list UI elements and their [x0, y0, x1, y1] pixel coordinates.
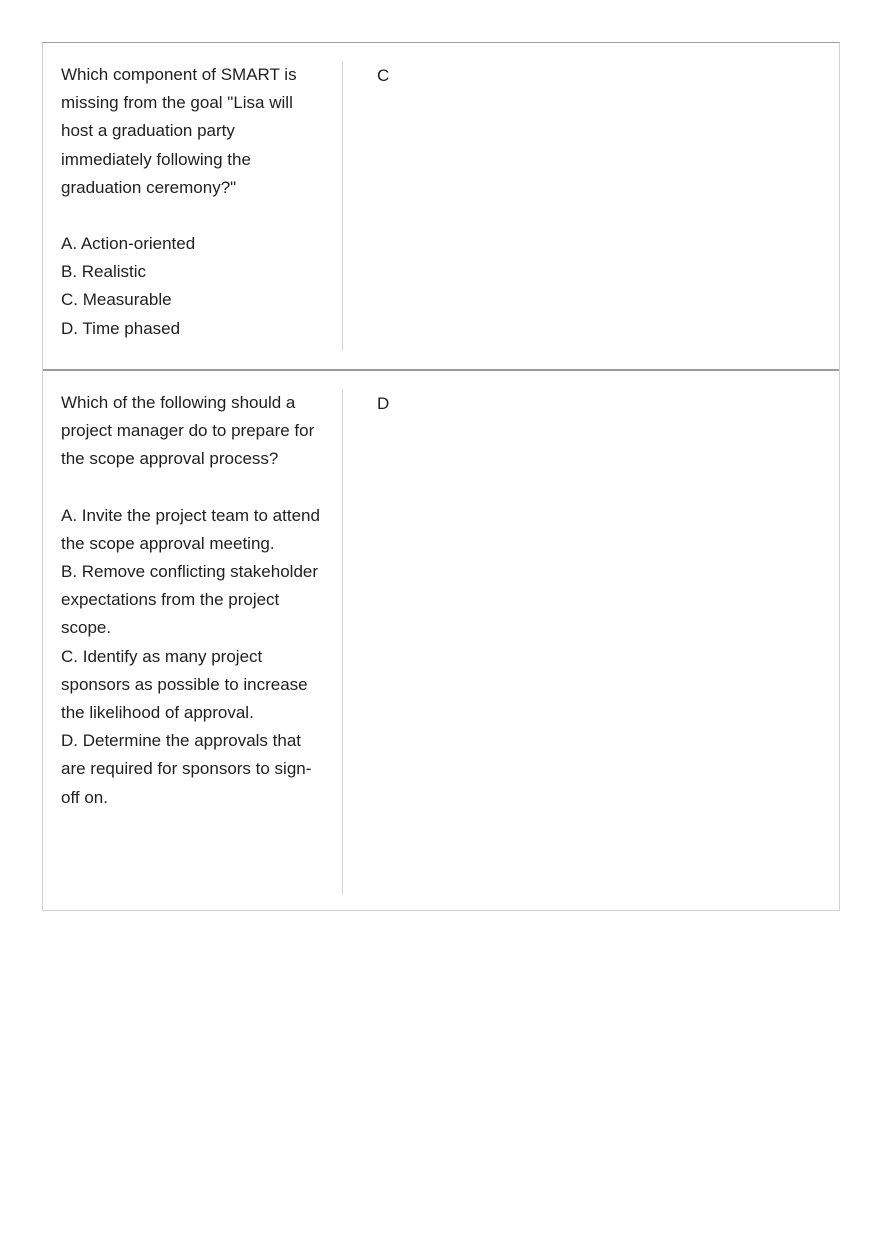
- flashcard-table: [42, 42, 840, 911]
- flashcard-1: [43, 43, 839, 369]
- option-d-2: D. Determine the approvals that are required for sponsors to sign-off on.: [61, 731, 312, 807]
- option-b-2: B. Remove conflicting stakeholder expectations from the project scope.: [61, 562, 319, 638]
- term-cell-2: [43, 389, 343, 894]
- answer-cell-2: D: [377, 394, 390, 413]
- question-text-2: Which of the following should a project manager do to prepare for the scope approval process?: [61, 393, 315, 469]
- option-c-2: C. Identify as many project sponsors as possible to increase the likelihood of approval.: [61, 646, 308, 723]
- term-cell-1: [43, 61, 343, 351]
- flashcard-2: [43, 369, 839, 910]
- option-c-1: C. Measurable: [61, 290, 172, 310]
- option-a-1: A. Action-oriented: [61, 234, 196, 254]
- question-text-1: Which component of SMART is missing from the goal "Lisa will host a graduation party immediately following the graduation ceremony?": [61, 65, 297, 197]
- option-b-1: B. Realistic: [61, 262, 147, 282]
- option-a-2: A. Invite the project team to attend the scope approval meeting.: [61, 505, 320, 553]
- answer-cell-1: C: [377, 66, 390, 85]
- option-d-1: D. Time phased: [61, 318, 181, 338]
